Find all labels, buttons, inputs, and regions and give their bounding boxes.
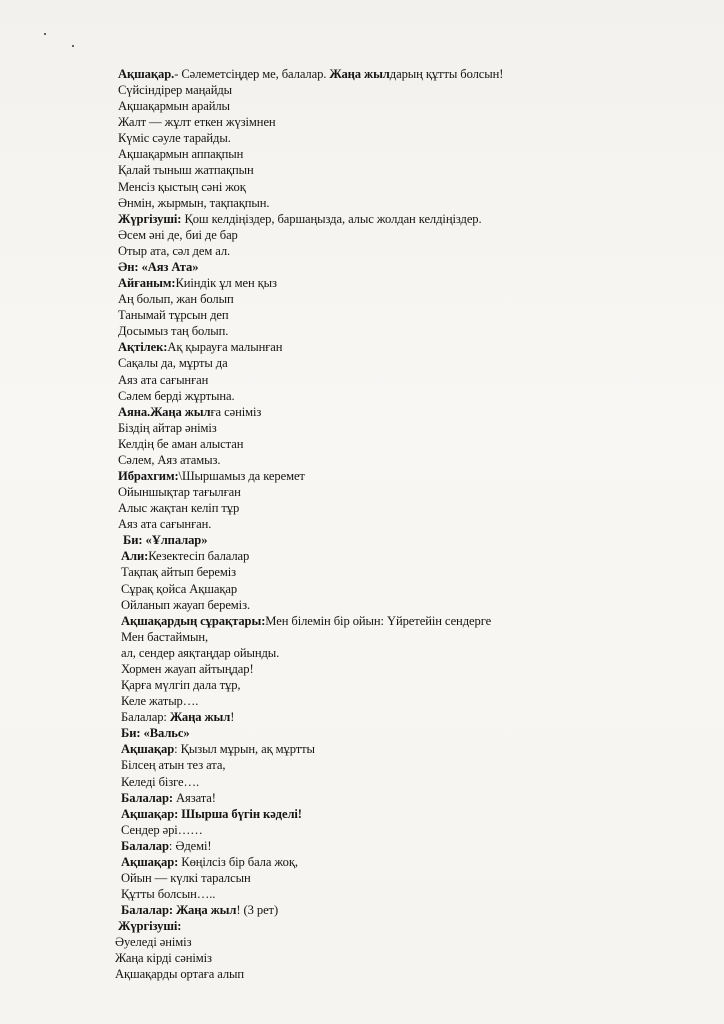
text-line	[121, 838, 211, 854]
text-run: Танымай тұрсын деп	[118, 308, 229, 323]
text-line	[118, 516, 211, 532]
text-run: Аяз ата сағынған	[118, 372, 209, 387]
text-line	[118, 82, 232, 98]
text-line	[118, 179, 246, 195]
text-run: Әнмін, жырмын, тақпақпын.	[118, 195, 270, 210]
text-run: Келдің бе аман алыстан	[118, 436, 244, 451]
bold-text-run: Ән: «Аяз Ата»	[118, 259, 199, 274]
text-line	[121, 661, 254, 677]
text-run: Білсең атын тез ата,	[121, 758, 226, 773]
text-line	[118, 146, 243, 162]
text-line	[121, 564, 236, 580]
text-run: Әсем әні де, биі де бар	[118, 227, 238, 242]
text-line	[121, 902, 278, 918]
text-run: !	[230, 710, 235, 725]
text-run: Досымыз таң болып.	[118, 324, 229, 339]
text-run: Ақшақармын аппақпын	[118, 147, 244, 162]
text-line	[121, 645, 279, 661]
text-line	[121, 725, 190, 741]
text-run: Көңілсіз бір бала жоқ,	[178, 854, 298, 869]
text-run: ! (3 рет)	[236, 903, 279, 918]
text-run: Кезектесіп балалар	[148, 549, 250, 564]
text-line	[118, 66, 503, 82]
bold-text-run: Би: «Ұлпалар»	[123, 533, 208, 548]
text-line	[118, 388, 235, 404]
text-line	[118, 114, 276, 130]
bold-text-run: Балалар	[121, 838, 169, 853]
text-run: Аязата!	[172, 790, 216, 805]
text-run: Қарға мүлгіп дала тұр,	[121, 678, 241, 693]
text-run: Балалар:	[121, 710, 170, 725]
text-run: Келеді бізге….	[121, 774, 200, 789]
text-run: Күміс сәуле тарайды.	[118, 131, 231, 146]
text-run: Жалт — жұлт еткен жүзімнен	[118, 115, 276, 130]
text-line	[121, 677, 240, 693]
text-line	[118, 918, 181, 934]
text-run: Ақ қырауға малынған	[167, 340, 283, 355]
text-line	[121, 790, 216, 806]
text-run: : Әдемі!	[168, 838, 212, 853]
text-line	[121, 757, 225, 773]
bold-text-run: Би: «Вальс»	[121, 726, 190, 741]
text-line	[115, 934, 191, 950]
text-run: Аяз ата сағынған.	[118, 517, 212, 532]
bold-text-run: Айғаным:	[118, 276, 176, 291]
text-line	[121, 806, 302, 822]
text-run: Сәлем, Аяз атамыз.	[118, 452, 221, 467]
bold-text-run: Ақшақардың сұрақтары:	[121, 613, 266, 628]
text-line	[121, 741, 315, 757]
bold-text-run: Ақшақар: Шырша бүгін кәделі!	[121, 806, 302, 821]
text-line	[121, 886, 215, 902]
text-run: Мен бастаймын,	[121, 629, 209, 644]
text-line	[118, 307, 229, 323]
bold-text-run: Жаңа жыл	[169, 710, 231, 725]
text-line	[118, 372, 208, 388]
text-run: Қалай тыныш жатпақпын	[118, 163, 254, 178]
text-line	[118, 500, 239, 516]
text-run: Отыр ата, сәл дем ал.	[118, 243, 231, 258]
text-run: Келе жатыр….	[121, 694, 199, 709]
bold-text-run: Ибрахгим:	[118, 469, 179, 483]
bold-text-run: Балалар: Жаңа жыл	[121, 903, 237, 918]
text-run: дарың құтты болсын!	[389, 67, 504, 81]
text-run: Сақалы да, мұрты да	[118, 356, 228, 371]
bold-text-run: Жүргізуші:	[118, 211, 182, 226]
text-line	[118, 355, 228, 371]
text-line	[118, 130, 231, 146]
bold-text-run: Жүргізуші:	[118, 919, 182, 934]
text-line	[118, 468, 305, 484]
text-run: Ақшақарды ортаға алып	[115, 967, 245, 982]
text-run: Сендер әрі……	[121, 822, 203, 837]
text-line	[121, 822, 203, 838]
text-line	[121, 854, 298, 870]
text-line	[121, 870, 251, 886]
text-run: - Сәлеметсіңдер ме, балалар.	[174, 67, 330, 81]
text-line	[118, 195, 269, 211]
text-line	[121, 548, 249, 564]
text-run: Сұрақ қойса Ақшақар	[121, 581, 238, 596]
bold-text-run: Ақшақар:	[121, 854, 179, 869]
text-line	[118, 275, 277, 291]
text-line	[118, 162, 254, 178]
text-run: Біздің айтар әніміз	[118, 420, 217, 435]
text-run: Мен білемін бір ойын: Үйретейін сендерге	[265, 613, 492, 628]
bold-text-run: Жаңа жыл	[329, 67, 390, 81]
text-line	[118, 227, 238, 243]
text-run: Алыс жақтан келіп тұр	[118, 501, 240, 516]
text-run: : Қызыл мұрын, ақ мұртты	[174, 742, 315, 757]
text-line	[118, 484, 241, 500]
bold-text-run: Аяна.Жаңа жыл	[118, 404, 211, 419]
text-run: Тақпақ айтып береміз	[121, 565, 237, 580]
text-run: ға сәніміз	[210, 404, 262, 419]
text-line	[121, 597, 250, 613]
text-line	[115, 950, 212, 966]
text-line	[118, 291, 234, 307]
text-line	[118, 420, 217, 436]
text-run: Киіндік ұл мен қыз	[175, 276, 277, 291]
text-run: Ойыншықтар тағылған	[118, 485, 241, 500]
text-line	[121, 709, 234, 725]
text-run: Қош келдіңіздер, баршаңызда, алыс жолдан келдіңіздер.	[181, 211, 482, 226]
text-line	[118, 98, 230, 114]
text-run: Сүйсіндірер маңайды	[118, 83, 233, 98]
text-run: ал, сендер аяқтаңдар ойынды.	[121, 645, 280, 660]
text-run: Ойын — күлкі таралсын	[121, 871, 251, 885]
bold-text-run: Ақтілек:	[118, 340, 168, 355]
text-line	[121, 693, 198, 709]
text-run: Сәлем берді жұртына.	[118, 388, 235, 403]
text-run: Менсіз қыстың сәні жоқ	[118, 179, 246, 194]
text-run: Аң болып, жан болып	[118, 292, 234, 307]
text-line	[118, 323, 228, 339]
text-line	[118, 404, 261, 420]
text-line	[121, 581, 237, 597]
text-line	[115, 966, 244, 982]
bold-text-run: Ақшақар	[121, 742, 175, 757]
text-line	[123, 532, 207, 548]
text-run: Құтты болсын…..	[121, 887, 216, 902]
text-run: Ақшақармын арайлы	[118, 99, 230, 114]
text-line	[118, 211, 482, 227]
text-run: Ойланып жауап береміз.	[121, 597, 251, 612]
text-run: Жаңа кірді сәніміз	[115, 951, 212, 966]
text-line	[118, 436, 243, 452]
bold-text-run: Балалар:	[121, 790, 173, 805]
text-run: Әуеледі әніміз	[115, 935, 192, 950]
text-line	[118, 259, 198, 275]
bold-text-run: Али:	[121, 549, 149, 564]
text-run: Хормен жауап айтыңдар!	[121, 661, 254, 676]
text-line	[118, 243, 230, 259]
text-run: \Шыршамыз да керемет	[178, 469, 305, 483]
text-line	[121, 774, 199, 790]
text-line	[118, 339, 282, 355]
text-line	[121, 613, 491, 629]
text-line	[121, 629, 208, 645]
bold-text-run: Ақшақар.	[118, 67, 175, 81]
text-line	[118, 452, 220, 468]
